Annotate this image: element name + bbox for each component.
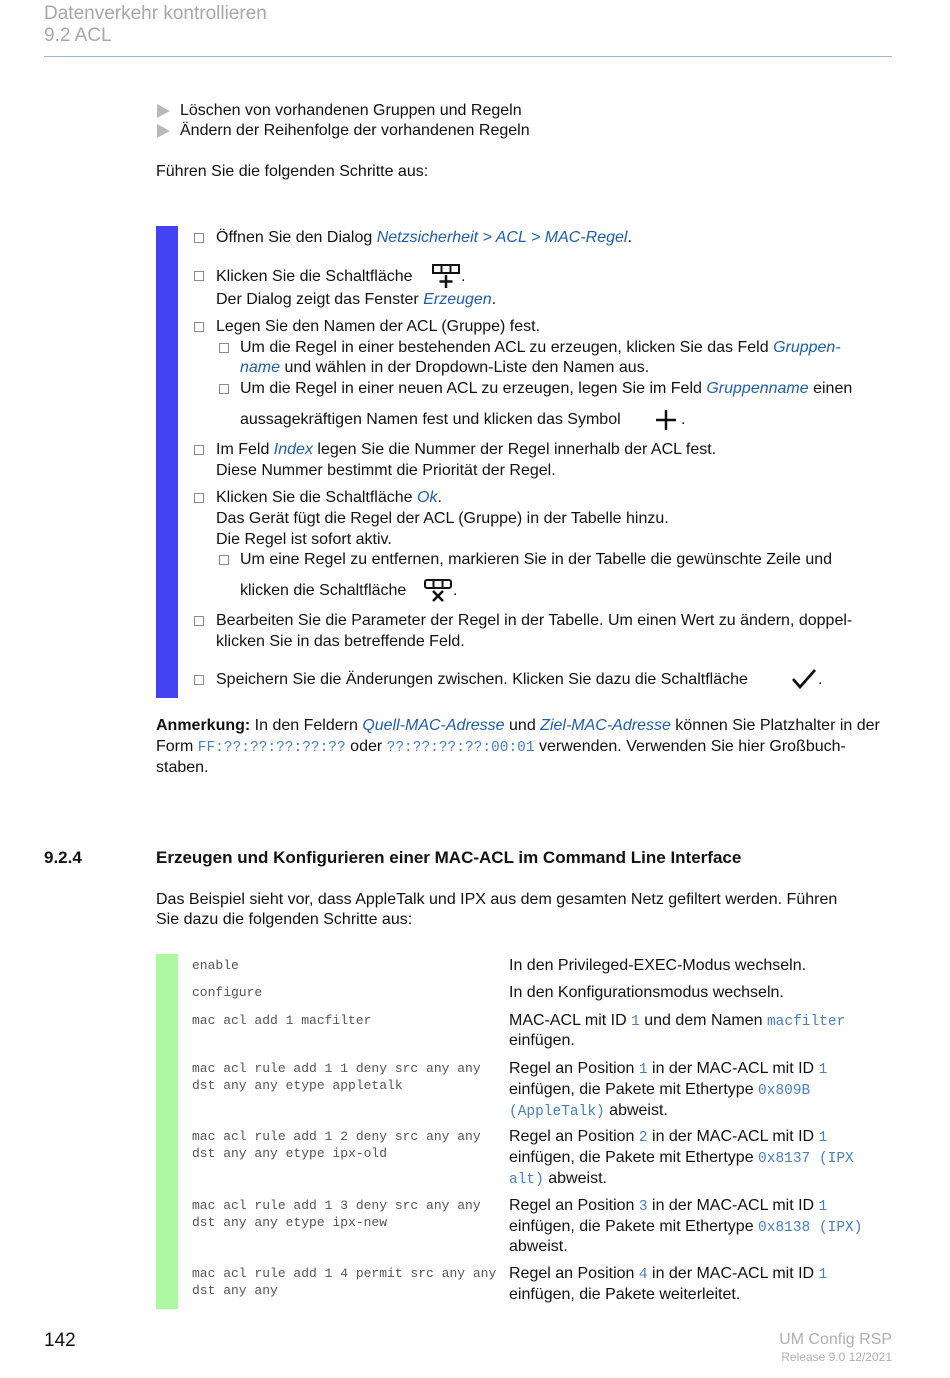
header-section: 9.2 ACL xyxy=(44,25,112,46)
note-line1 xyxy=(156,716,880,736)
cli-command: enable xyxy=(192,958,239,973)
window-name-link: Erzeugen xyxy=(423,291,492,308)
cli-code: 0x8138 (IPX) xyxy=(758,1220,863,1236)
cli-command: dst any any xyxy=(192,1283,278,1298)
step-text: Um die Regel in einer neuen ACL zu erzeugen, legen Sie im Feld xyxy=(240,380,707,397)
field-name-link: Index xyxy=(273,441,313,458)
header-chapter: Datenverkehr kontrollieren xyxy=(44,3,267,24)
substep-existing-acl xyxy=(240,338,841,358)
cli-description: einfügen. xyxy=(509,1032,575,1049)
cli-description xyxy=(509,1080,810,1101)
add-row-icon xyxy=(432,263,460,289)
cli-code: 3 xyxy=(638,1199,648,1215)
cli-description xyxy=(509,1196,827,1217)
cli-description xyxy=(509,1127,827,1148)
step-text: . xyxy=(627,229,632,246)
step-checkbox xyxy=(194,271,204,281)
cli-description xyxy=(509,1011,845,1032)
step-checkbox xyxy=(194,322,204,332)
bullet-item: Ändern der Reihenfolge der vorhandenen Regeln xyxy=(180,122,530,139)
note-text: verwenden. Verwenden Sie hier Großbuch- xyxy=(534,738,846,755)
note-line3: staben. xyxy=(156,759,209,776)
mac-placeholder-code: FF:??:??:??:??:?? xyxy=(197,740,346,756)
step-text: . xyxy=(818,671,823,688)
cli-text: abweist. xyxy=(604,1102,668,1119)
cli-text: Regel an Position xyxy=(509,1128,639,1145)
field-name-link: name xyxy=(240,359,281,376)
cli-code: 1 xyxy=(631,1014,640,1030)
field-name-link: Gruppen- xyxy=(773,339,841,356)
step-text: Der Dialog zeigt das Fenster xyxy=(216,291,424,308)
step-text: . xyxy=(461,268,466,285)
step-text: . xyxy=(437,489,442,506)
cli-text: abweist. xyxy=(543,1170,607,1187)
cli-code: 1 xyxy=(638,1062,648,1078)
cli-text: in der MAC-ACL mit ID xyxy=(647,1265,819,1282)
field-name-link: Gruppenname xyxy=(706,380,809,397)
cli-description: einfügen, die Pakete weiterleitet. xyxy=(509,1286,741,1303)
note-text: In den Feldern xyxy=(250,717,363,734)
step-text: . xyxy=(491,291,497,308)
section-title: Erzeugen und Konfigurieren einer MAC-ACL im Command Line Interface xyxy=(156,848,742,867)
cli-command: dst any any etype appletalk xyxy=(192,1078,403,1093)
note-text: und xyxy=(504,717,541,734)
cli-command: mac acl rule add 1 2 deny src any any xyxy=(192,1129,481,1144)
substep-new-acl xyxy=(240,379,852,399)
step-ok-line2: Das Gerät fügt die Regel der ACL (Gruppe) in der Tabelle hinzu. xyxy=(216,510,669,527)
step-click-ok xyxy=(216,488,442,508)
cli-code: 0x8137 (IPX xyxy=(758,1151,854,1167)
note-text: oder xyxy=(345,738,387,755)
substep-existing-acl-line2 xyxy=(240,358,649,378)
plus-icon xyxy=(655,409,677,431)
cli-code: 1 xyxy=(818,1267,828,1283)
step-checkbox xyxy=(194,233,204,243)
section-intro: Das Beispiel sieht vor, dass AppleTalk und IPX aus dem gesamten Netz gefiltert werden. Führen xyxy=(156,891,838,908)
step-text: Öffnen Sie den Dialog xyxy=(216,229,377,246)
note-text: können Sie Platzhalter in der xyxy=(670,717,880,734)
cli-code: 0x809B xyxy=(758,1083,811,1099)
cli-text: in der MAC-ACL mit ID xyxy=(647,1060,819,1077)
cli-text: MAC-ACL mit ID xyxy=(509,1012,632,1029)
cli-description xyxy=(509,1169,607,1190)
page-number: 142 xyxy=(44,1330,76,1351)
cli-marker-bar xyxy=(156,954,178,1309)
note-line2 xyxy=(156,737,846,758)
cli-text: einfügen, die Pakete mit Ethertype xyxy=(509,1081,759,1098)
cli-code: macfilter xyxy=(766,1014,846,1030)
cli-text: in der MAC-ACL mit ID xyxy=(647,1197,819,1214)
cli-command: dst any any etype ipx-old xyxy=(192,1146,388,1161)
cli-description xyxy=(509,1264,827,1285)
section-number: 9.2.4 xyxy=(44,848,82,867)
cli-code: 1 xyxy=(818,1199,828,1215)
mac-placeholder-code: ??:??:??:??:00:01 xyxy=(386,740,535,756)
step-acl-name: Legen Sie den Namen der ACL (Gruppe) fest. xyxy=(216,318,541,335)
cli-text: Regel an Position xyxy=(509,1060,639,1077)
cli-command: mac acl rule add 1 1 deny src any any xyxy=(192,1061,481,1076)
step-ok-line3: Die Regel ist sofort aktiv. xyxy=(216,531,392,548)
cli-text: in der MAC-ACL mit ID xyxy=(647,1128,819,1145)
cli-command: mac acl rule add 1 4 permit src any any xyxy=(192,1266,497,1281)
step-save: Speichern Sie die Änderungen zwischen. Klicken Sie dazu die Schaltfläche xyxy=(216,671,748,688)
substep-remove-rule-line2: klicken die Schaltfläche xyxy=(240,582,407,599)
footer-release: Release 9.0 12/2021 xyxy=(781,1350,892,1364)
step-text: legen Sie die Nummer der Regel innerhalb der ACL fest. xyxy=(312,441,717,458)
step-open-dialog xyxy=(216,228,632,248)
cli-text: Regel an Position xyxy=(509,1197,639,1214)
cli-description xyxy=(509,1059,827,1080)
step-edit-params: Bearbeiten Sie die Parameter der Regel in der Tabelle. Um einen Wert zu ändern, doppel- xyxy=(216,612,853,629)
cli-command: mac acl rule add 1 3 deny src any any xyxy=(192,1198,481,1213)
note-label: Anmerkung: xyxy=(156,717,251,734)
cli-text: einfügen, die Pakete mit Ethertype xyxy=(509,1218,759,1235)
cli-code: 1 xyxy=(818,1130,828,1146)
cli-code: 1 xyxy=(818,1062,828,1078)
bullet-triangle-icon xyxy=(157,124,170,138)
step-create-window xyxy=(216,290,496,310)
step-index-line2: Diese Nummer bestimmt die Priorität der Regel. xyxy=(216,462,556,479)
cli-description xyxy=(509,1148,854,1169)
step-click-create xyxy=(216,267,413,287)
steps-marker-bar xyxy=(156,226,178,698)
step-text: Klicken Sie die Schaltfläche xyxy=(216,268,413,285)
step-text: Klicken Sie die Schaltfläche xyxy=(216,489,417,506)
cli-command: dst any any etype ipx-new xyxy=(192,1215,388,1230)
step-text: . xyxy=(681,411,686,428)
cli-code: (AppleTalk) xyxy=(509,1104,605,1120)
menu-path-link: Netzsicherheit > ACL > MAC-Regel xyxy=(376,229,628,246)
step-text: . xyxy=(453,582,458,599)
step-index xyxy=(216,440,716,460)
substep-new-acl-line2: aussagekräftigen Namen fest und klicken das Symbol xyxy=(240,411,621,428)
header-rule xyxy=(44,56,892,57)
field-name-link: Ziel-MAC-Adresse xyxy=(540,717,671,734)
cli-text: einfügen, die Pakete mit Ethertype xyxy=(509,1149,759,1166)
step-text: und wählen in der Dropdown-Liste den Namen aus. xyxy=(280,359,650,376)
button-name-link: Ok xyxy=(417,489,438,506)
step-checkbox xyxy=(194,493,204,503)
cli-command: mac acl add 1 macfilter xyxy=(192,1013,372,1028)
cli-description xyxy=(509,1101,668,1122)
cli-text: Regel an Position xyxy=(509,1265,639,1282)
bullet-item: Löschen von vorhandenen Gruppen und Regeln xyxy=(180,102,522,119)
remove-row-icon xyxy=(423,578,453,602)
cli-description: In den Konfigurationsmodus wechseln. xyxy=(509,984,784,1001)
section-intro-line2: Sie dazu die folgenden Schritte aus: xyxy=(156,911,413,928)
step-text: Um die Regel in einer bestehenden ACL zu erzeugen, klicken Sie das Feld xyxy=(240,339,774,356)
cli-code: 4 xyxy=(638,1267,648,1283)
cli-code: 2 xyxy=(638,1130,648,1146)
substep-checkbox xyxy=(219,384,229,394)
intro-text: Führen Sie die folgenden Schritte aus: xyxy=(156,163,429,180)
step-checkbox xyxy=(194,445,204,455)
step-text: einen xyxy=(808,380,853,397)
step-checkbox xyxy=(194,616,204,626)
cli-description: In den Privileged-EXEC-Modus wechseln. xyxy=(509,957,807,974)
cli-description xyxy=(509,1217,862,1238)
bullet-triangle-icon xyxy=(157,104,170,118)
cli-code: alt) xyxy=(509,1172,544,1188)
cli-command: configure xyxy=(192,985,263,1000)
field-name-link: Quell-MAC-Adresse xyxy=(362,717,505,734)
footer-doc-title: UM Config RSP xyxy=(779,1331,892,1348)
substep-remove-rule: Um eine Regel zu entfernen, markieren Sie in der Tabelle die gewünschte Zeile und xyxy=(240,551,833,568)
note-text: Form xyxy=(156,738,198,755)
checkmark-icon xyxy=(791,667,817,691)
step-text: Im Feld xyxy=(216,441,274,458)
cli-text: und dem Namen xyxy=(639,1012,767,1029)
substep-checkbox xyxy=(219,343,229,353)
substep-checkbox xyxy=(219,555,229,565)
step-edit-params-line2: klicken Sie in das betreffende Feld. xyxy=(216,633,465,650)
step-checkbox xyxy=(194,675,204,685)
cli-description: abweist. xyxy=(509,1238,568,1255)
